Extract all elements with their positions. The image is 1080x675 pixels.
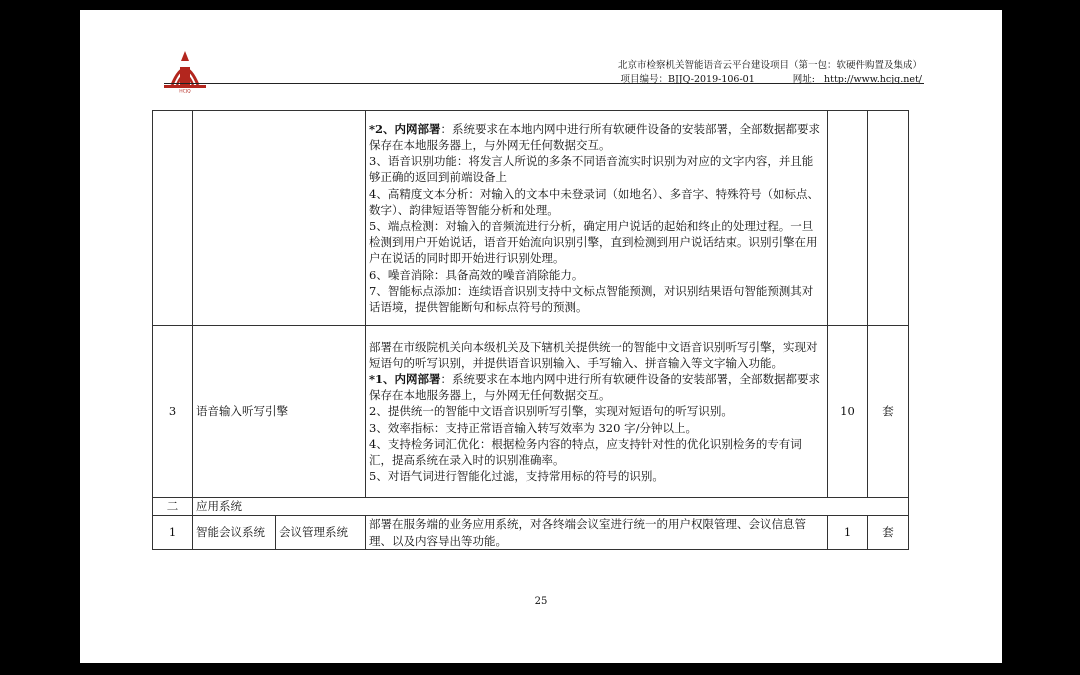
row-number: [153, 111, 193, 326]
page-number: 25: [534, 596, 548, 607]
description-line: 6、噪音消除：具备高效的噪音消除能力。: [369, 267, 584, 282]
table-row: [153, 326, 909, 498]
logo-text: HCJQ: [179, 89, 191, 93]
item-description: [366, 111, 828, 326]
quantity-cell: [828, 111, 868, 326]
description-line: 部署在市级院机关向本级机关及下辖机关提供统一的智能中文语音识别听写引擎，实现对短语句的听写识别，并提供语音识别输入、手写输入、拼音输入等文字输入功能。: [369, 339, 818, 370]
header-title: 北京市检察机关智能语音云平台建设项目（第一包：软硬件购置及集成）: [617, 60, 922, 71]
bold-label: *1、内网部署: [369, 371, 441, 386]
website-label: 网址:: [792, 74, 815, 85]
sub-item-name: 会议管理系统: [276, 516, 366, 550]
description-line: 4、支持检务词汇优化：根据检务内容的特点，应支持针对性的优化识别检务的专有词汇，提高系统在录入时的识别准确率。: [369, 436, 802, 467]
document-page: [80, 10, 1002, 663]
section-number: 二: [153, 498, 193, 516]
item-name: 语音输入听写引擎: [193, 326, 366, 498]
bold-label: *2、内网部署: [369, 121, 441, 136]
description-line: 5、端点检测：对输入的音频流进行分析，确定用户说话的起始和终止的处理过程。一旦检测到用户开始说话，语音开始流向识别引擎，直到检测到用户说话结束。识别引擎在用户在说话的同时即开始进行识别处理。: [369, 219, 818, 266]
description-line: 7、智能标点添加：连续语音识别支持中文标点智能预测，对识别结果语句智能预测其对话语境，提供智能断句和标点符号的预测。: [369, 283, 814, 315]
header-divider: [164, 83, 924, 84]
description-line: 2、提供统一的智能中文语音识别听写引擎，实现对短语句的听写识别。: [369, 404, 733, 419]
description-line: *2、内网部署：系统要求在本地内网中进行所有软硬件设备的安装部署，全部数据都要求保存在本地服务器上，与外网无任何数据交互。: [369, 121, 821, 152]
description-line: *1、内网部署：系统要求在本地内网中进行所有软硬件设备的安装部署，全部数据都要求保存在本地服务器上，与外网无任何数据交互。: [369, 371, 821, 403]
item-name: [193, 111, 366, 326]
item-description: [366, 326, 828, 498]
table-row: [153, 111, 909, 326]
description-line: 3、效率指标：支持正常语音输入转写效率为 320 字/分钟以上。: [369, 420, 697, 435]
company-logo: [160, 47, 210, 93]
project-number: 项目编号：BJJQ-2019-106-01: [620, 74, 755, 85]
row-number: 3: [153, 326, 193, 498]
unit-cell: 套: [868, 326, 909, 498]
unit-cell: [868, 111, 909, 326]
section-title: 应用系统: [193, 498, 909, 516]
website-url: http://www.hcjq.net/: [824, 74, 922, 85]
item-description: 部署在服务端的业务应用系统，对各终端会议室进行统一的用户权限管理、会议信息管理、以及内容导出等功能。: [366, 516, 828, 550]
unit-cell: 套: [868, 516, 909, 550]
section-row: [153, 498, 909, 516]
table-row: [153, 516, 909, 550]
row-number: 1: [153, 516, 193, 550]
description-line: 3、语音识别功能：将发言人所说的多条不同语音流实时识别为对应的文字内容，并且能够正确的返回到前端设备上: [369, 154, 814, 185]
quantity-cell: 1: [828, 516, 868, 550]
quantity-cell: 10: [828, 326, 868, 498]
description-line: 5、对语气词进行智能化过滤，支持常用标的符号的识别。: [369, 469, 664, 484]
description-line: 4、高精度文本分析：对输入的文本中未登录词（如地名）、多音字、特殊符号（如标点、数字）、韵律短语等智能分析和处理。: [369, 186, 820, 217]
spec-table: [152, 110, 909, 550]
item-name: 智能会议系统: [193, 516, 276, 550]
